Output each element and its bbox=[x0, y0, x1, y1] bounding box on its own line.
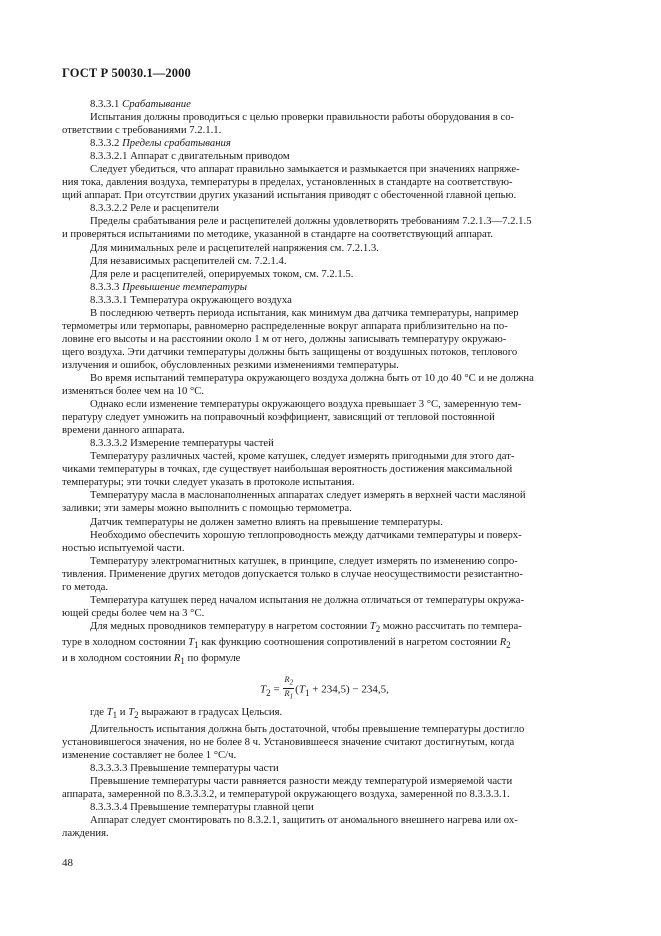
paragraph: Испытания должны проводиться с целью проверки правильности работы оборудования в со- ответствии с требованиями 7.2.1.1. bbox=[62, 111, 515, 137]
variable: T bbox=[106, 706, 113, 719]
text-run: Для медных проводников температуру в нагретом состоянии bbox=[90, 619, 370, 632]
subscript: 2 bbox=[375, 624, 381, 635]
formula-subscript: 2 bbox=[266, 688, 271, 699]
variable: R bbox=[173, 652, 181, 665]
paragraph: Аппарат следует смонтировать по 8.3.2.1, защитить от аномального внешнего нагрева или ох- лаждения. bbox=[62, 813, 518, 839]
formula-fraction bbox=[283, 675, 294, 701]
paragraph: Температуру электромагнитных катушек, в принципе, следует измерять по изменению сопро- тивления. Применение других методов допускается только в случае неосуществимости резистантно- го метода. bbox=[62, 554, 523, 593]
paragraph: Пределы срабатывания реле и расцепителей должны удовлетворять требованиям 7.2.1.3—7.2.1.5 и проверяться испытаниями по методике, указанной в стандарте на соответствующий аппарат. bbox=[62, 215, 532, 241]
formula-variable: T bbox=[298, 684, 305, 697]
paragraph: Температура катушек перед началом испытания не должна отличаться от температуры окружа- ющей среды более чем на 3 °С. bbox=[62, 593, 525, 619]
formula-variable: T bbox=[260, 684, 267, 697]
paragraph: Превышение температуры части равняется разности между температурой измеряемой части аппарата, замеренной по 8.3.3.3.2, и температурой окружающего воздуха, замеренной по 8.3.3.3.1. bbox=[62, 774, 513, 800]
section-number: 8.3.3.3 bbox=[90, 280, 123, 293]
subsection-heading: 8.3.3.3.4 Превышение температуры главной цепи bbox=[90, 800, 314, 813]
subscript: 1 bbox=[180, 656, 185, 667]
document-header: ГОСТ Р 50030.1—2000 bbox=[62, 66, 191, 80]
paragraph: Длительность испытания должна быть достаточной, чтобы превышение температуры достигло установившегося значения, но не более 8 ч. Установившееся значение считают достигнутым, когда изменение составляет не более 1 °С/ч. bbox=[62, 722, 525, 761]
subscript: 1 bbox=[194, 640, 199, 651]
paragraph: Однако если изменение температуры окружающего воздуха превышает 3 °С, замеренную тем- пературу следует умножить на поправочный коэффициент, зависящий от тепловой постоянной времени данного аппарата. bbox=[62, 398, 522, 437]
subsection-heading: 8.3.3.3.2 Измерение температуры частей bbox=[90, 437, 274, 450]
text-run: и в холодном состоянии bbox=[62, 652, 172, 665]
paragraph: Необходимо обеспечить хорошую теплопроводность между датчиками температуры и поверх- ностью испытуемой части. bbox=[62, 528, 522, 554]
section-title: Пределы срабатывания bbox=[122, 137, 231, 150]
text-run: выражают в градусах Цельсия. bbox=[138, 706, 283, 719]
subscript: 2 bbox=[506, 640, 511, 651]
formula-paren: ( bbox=[295, 684, 299, 697]
section-title: Превышение температуры bbox=[122, 280, 248, 293]
variable: R bbox=[499, 636, 507, 649]
paragraph: Для реле и расцепителей, оперируемых током, см. 7.2.1.5. bbox=[90, 267, 354, 280]
paragraph: Температуру различных частей, кроме катушек, следует измерять пригодными для этого дат- чиками температуры в точках, где существует наибольшая вероятность достижения максимальной температуры; эти точки следует указать в протоколе испытания. bbox=[62, 450, 515, 489]
section-8-3-3-3-heading bbox=[62, 281, 598, 294]
text-run: где bbox=[90, 706, 107, 719]
paragraph: Датчик температуры не должен заметно влиять на превышение температуры. bbox=[90, 515, 443, 528]
text-run: по формуле bbox=[184, 652, 241, 665]
subsection-heading: 8.3.3.3.3 Превышение температуры части bbox=[90, 761, 279, 774]
paragraph bbox=[62, 706, 598, 722]
subscript: 2 bbox=[134, 710, 139, 721]
subscript: 1 bbox=[112, 710, 118, 721]
paragraph: Следует убедиться, что аппарат правильно замыкается и размыкается при значениях напряже- ния тока, давления воздуха, температуры в пределах, установленных в стандарте на соответствую- щий аппарат. При отсутствии других указаний испытания приводят с обесточенной главной цепью. bbox=[62, 163, 520, 202]
subsection-heading: 8.3.3.2.1 Аппарат с двигательным приводом bbox=[90, 150, 290, 163]
document-body bbox=[62, 98, 598, 840]
section-title: Срабатывание bbox=[122, 98, 191, 110]
text-run: как функцию соотношения сопротивлений в нагретом состоянии bbox=[198, 636, 500, 649]
subsection-heading: 8.3.3.2.2 Реле и расцепители bbox=[90, 202, 219, 215]
text-run: можно рассчитать по темпера- туре в холодном состоянии bbox=[62, 619, 522, 649]
text-run: и bbox=[117, 706, 129, 719]
formula-subscript: 1 bbox=[289, 692, 294, 701]
variable: T bbox=[188, 636, 195, 649]
formula-variable: R bbox=[284, 674, 290, 685]
variable: T bbox=[128, 706, 135, 719]
formula-subscript: 1 bbox=[304, 688, 310, 699]
formula-variable: R bbox=[284, 688, 290, 699]
section-8-3-3-1-heading bbox=[62, 98, 598, 111]
subsection-heading: 8.3.3.3.1 Температура окружающего воздуха bbox=[90, 293, 292, 306]
paragraph: Для независимых расцепителей см. 7.2.1.4. bbox=[90, 254, 287, 267]
paragraph: Температуру масла в маслонаполненных аппаратах следует измерять в верхней части масляной заливки; эти замеры можно выполнить с помощью термометра. bbox=[62, 489, 526, 515]
formula-equals: = bbox=[270, 684, 283, 697]
paragraph bbox=[62, 620, 598, 669]
formula-expression bbox=[260, 674, 389, 703]
paragraph: Для минимальных реле и расцепителей напряжения см. 7.2.1.3. bbox=[90, 241, 379, 254]
variable: T bbox=[369, 619, 376, 632]
section-number: 8.3.3.1 bbox=[90, 98, 123, 110]
paragraph: В последнюю четверть периода испытания, как минимум два датчика температуры, например термометры или термопары, равномерно распределенные вокруг аппарата приблизительно на по- ловине его высоты и на расстоянии около 1 м от него, должны записывать температуру окружаю- щего воздуха. Эти датчики температуры должны быть защищены от воздушных потоков, теплового излучения и ошибок, обусловленных резкими изменениями температуры. bbox=[62, 306, 519, 371]
page-number: 48 bbox=[62, 857, 73, 869]
formula-subscript: 2 bbox=[289, 679, 294, 688]
fraction-numerator bbox=[283, 675, 294, 689]
resistance-formula bbox=[62, 671, 598, 701]
fraction-denominator bbox=[283, 689, 294, 702]
paragraph: Во время испытаний температура окружающего воздуха должна быть от 10 до 40 °С и не должна изменяться более чем на 10 °С. bbox=[62, 371, 534, 398]
section-8-3-3-2-heading bbox=[62, 137, 598, 150]
section-number: 8.3.3.2 bbox=[90, 137, 123, 150]
formula-tail: + 234,5) − 234,5, bbox=[309, 684, 389, 697]
